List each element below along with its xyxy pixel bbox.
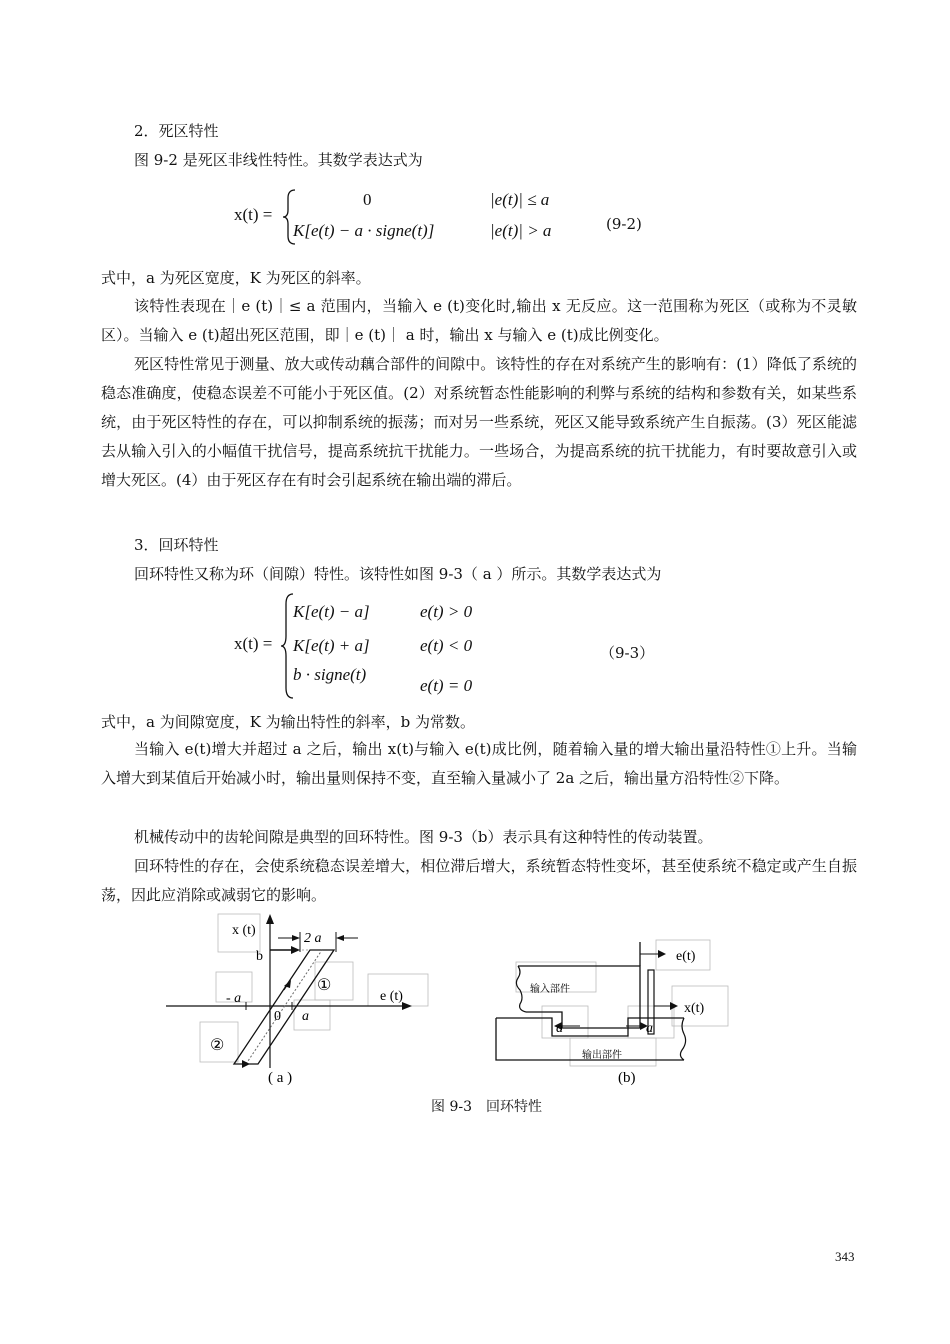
equation-number: （9-3）	[600, 644, 655, 662]
eq-cond-3: e(t) = 0	[420, 676, 473, 695]
paragraph: 机械传动中的齿轮间隙是典型的回环特性。图 9-3（b）表示具有这种特性的传动装置。	[134, 828, 713, 846]
eq-cond-1: |e(t)| ≤ a	[490, 190, 550, 209]
subfigure-label-b: (b)	[618, 1070, 636, 1086]
label-xt: x(t)	[684, 1001, 705, 1016]
label-2a: 2 a	[304, 931, 322, 946]
eq-lhs: x(t) =	[234, 205, 273, 224]
eq-cond-2: e(t) < 0	[420, 636, 473, 655]
where-text: 式中，a 为间隙宽度，K 为输出特性的斜率，b 为常数。	[101, 713, 476, 731]
paragraph: 死区特性常见于测量、放大或传动藕合部件的间隙中。该特性的存在对系统产生的影响有：(1）降低了系统的稳态准确度，使稳态误差不可能小于死区值。(2）对系统暂态性能影响的利弊与系统的结构和参数有关，如某些系统，由于死区特性的存在，可以抑制系统的振荡；而对另一些系统，死区又能导致系统产生自振荡。(3）死区能滤去从输入引入的小幅值干扰信号，提高系统抗干扰能力。一些场合，为提高系统的抗干扰能力，有时要故意引入或增大死区。(4）由于死区存在有时会引起系统在输出端的滞后。	[101, 355, 857, 489]
label-branch-1: ①	[317, 975, 332, 994]
figure-9-3a-hysteresis-plot	[160, 908, 450, 1088]
label-gap-left: a	[556, 1021, 563, 1036]
figure-caption: 图 9-3 回环特性	[431, 1099, 542, 1115]
paragraph: 该特性表现在｜e (t)｜≤ a 范围内，当输入 e (t)变化时,输出 x 无反应。这一范围称为死区（或称为不灵敏区）。当输入 e (t)超出死区范围，即｜e (t)｜ a 时，输出 x 与输入 e (t)成比例变化。	[101, 297, 857, 344]
label-gap-right: a	[646, 1021, 653, 1036]
equation-number: (9-2)	[606, 215, 642, 233]
eq-case-3: b · signe(t)	[293, 665, 367, 684]
subfigure-label-a: ( a )	[268, 1070, 293, 1086]
axis-label-et: e (t)	[380, 989, 403, 1004]
where-text: 式中，a 为死区宽度，K 为死区的斜率。	[101, 269, 371, 287]
section-heading-hysteresis: 3．回环特性	[134, 536, 219, 554]
intro-text: 图 9-2 是死区非线性特性。其数学表达式为	[134, 151, 423, 169]
section-heading-dead-zone: 2．死区特性	[134, 122, 219, 140]
label-origin: 0	[274, 1009, 281, 1024]
eq-case-2: K[e(t) − a · signe(t)]	[293, 221, 435, 240]
eq-cond-2: |e(t)| > a	[490, 221, 552, 240]
axis-label-xt: x (t)	[232, 923, 256, 938]
eq-lhs: x(t) =	[234, 634, 273, 653]
intro-text: 回环特性又称为环（间隙）特性。该特性如图 9-3（ a ）所示。其数学表达式为	[134, 565, 662, 583]
page-number: 343	[835, 1249, 855, 1264]
eq-cond-1: e(t) > 0	[420, 602, 473, 621]
label-et: e(t)	[676, 949, 696, 964]
label-b: b	[256, 949, 263, 964]
eq-case-1: 0	[363, 190, 372, 209]
figure-9-3b-gear-backlash	[490, 930, 740, 1090]
label-branch-2: ②	[210, 1035, 225, 1054]
label-neg-a: - a	[226, 991, 242, 1006]
paragraph: 回环特性的存在，会使系统稳态误差增大，相位滞后增大，系统暂态特性变坏，甚至使系统不稳定或产生自振荡，因此应消除或减弱它的影响。	[101, 857, 857, 904]
paragraph: 当输入 e(t)增大并超过 a 之后，输出 x(t)与输入 e(t)成比例，随着输入量的增大输出量沿特性①上升。当输入增大到某值后开始减小时，输出量则保持不变，直至输入量减小了 2a 之后，输出量方沿特性②下降。	[101, 740, 857, 787]
label-input-part: 输入部件	[530, 984, 570, 995]
label-output-part: 输出部件	[582, 1050, 622, 1061]
eq-case-2: K[e(t) + a]	[293, 636, 370, 655]
eq-case-1: K[e(t) − a]	[293, 602, 370, 621]
label-a: a	[302, 1009, 309, 1024]
